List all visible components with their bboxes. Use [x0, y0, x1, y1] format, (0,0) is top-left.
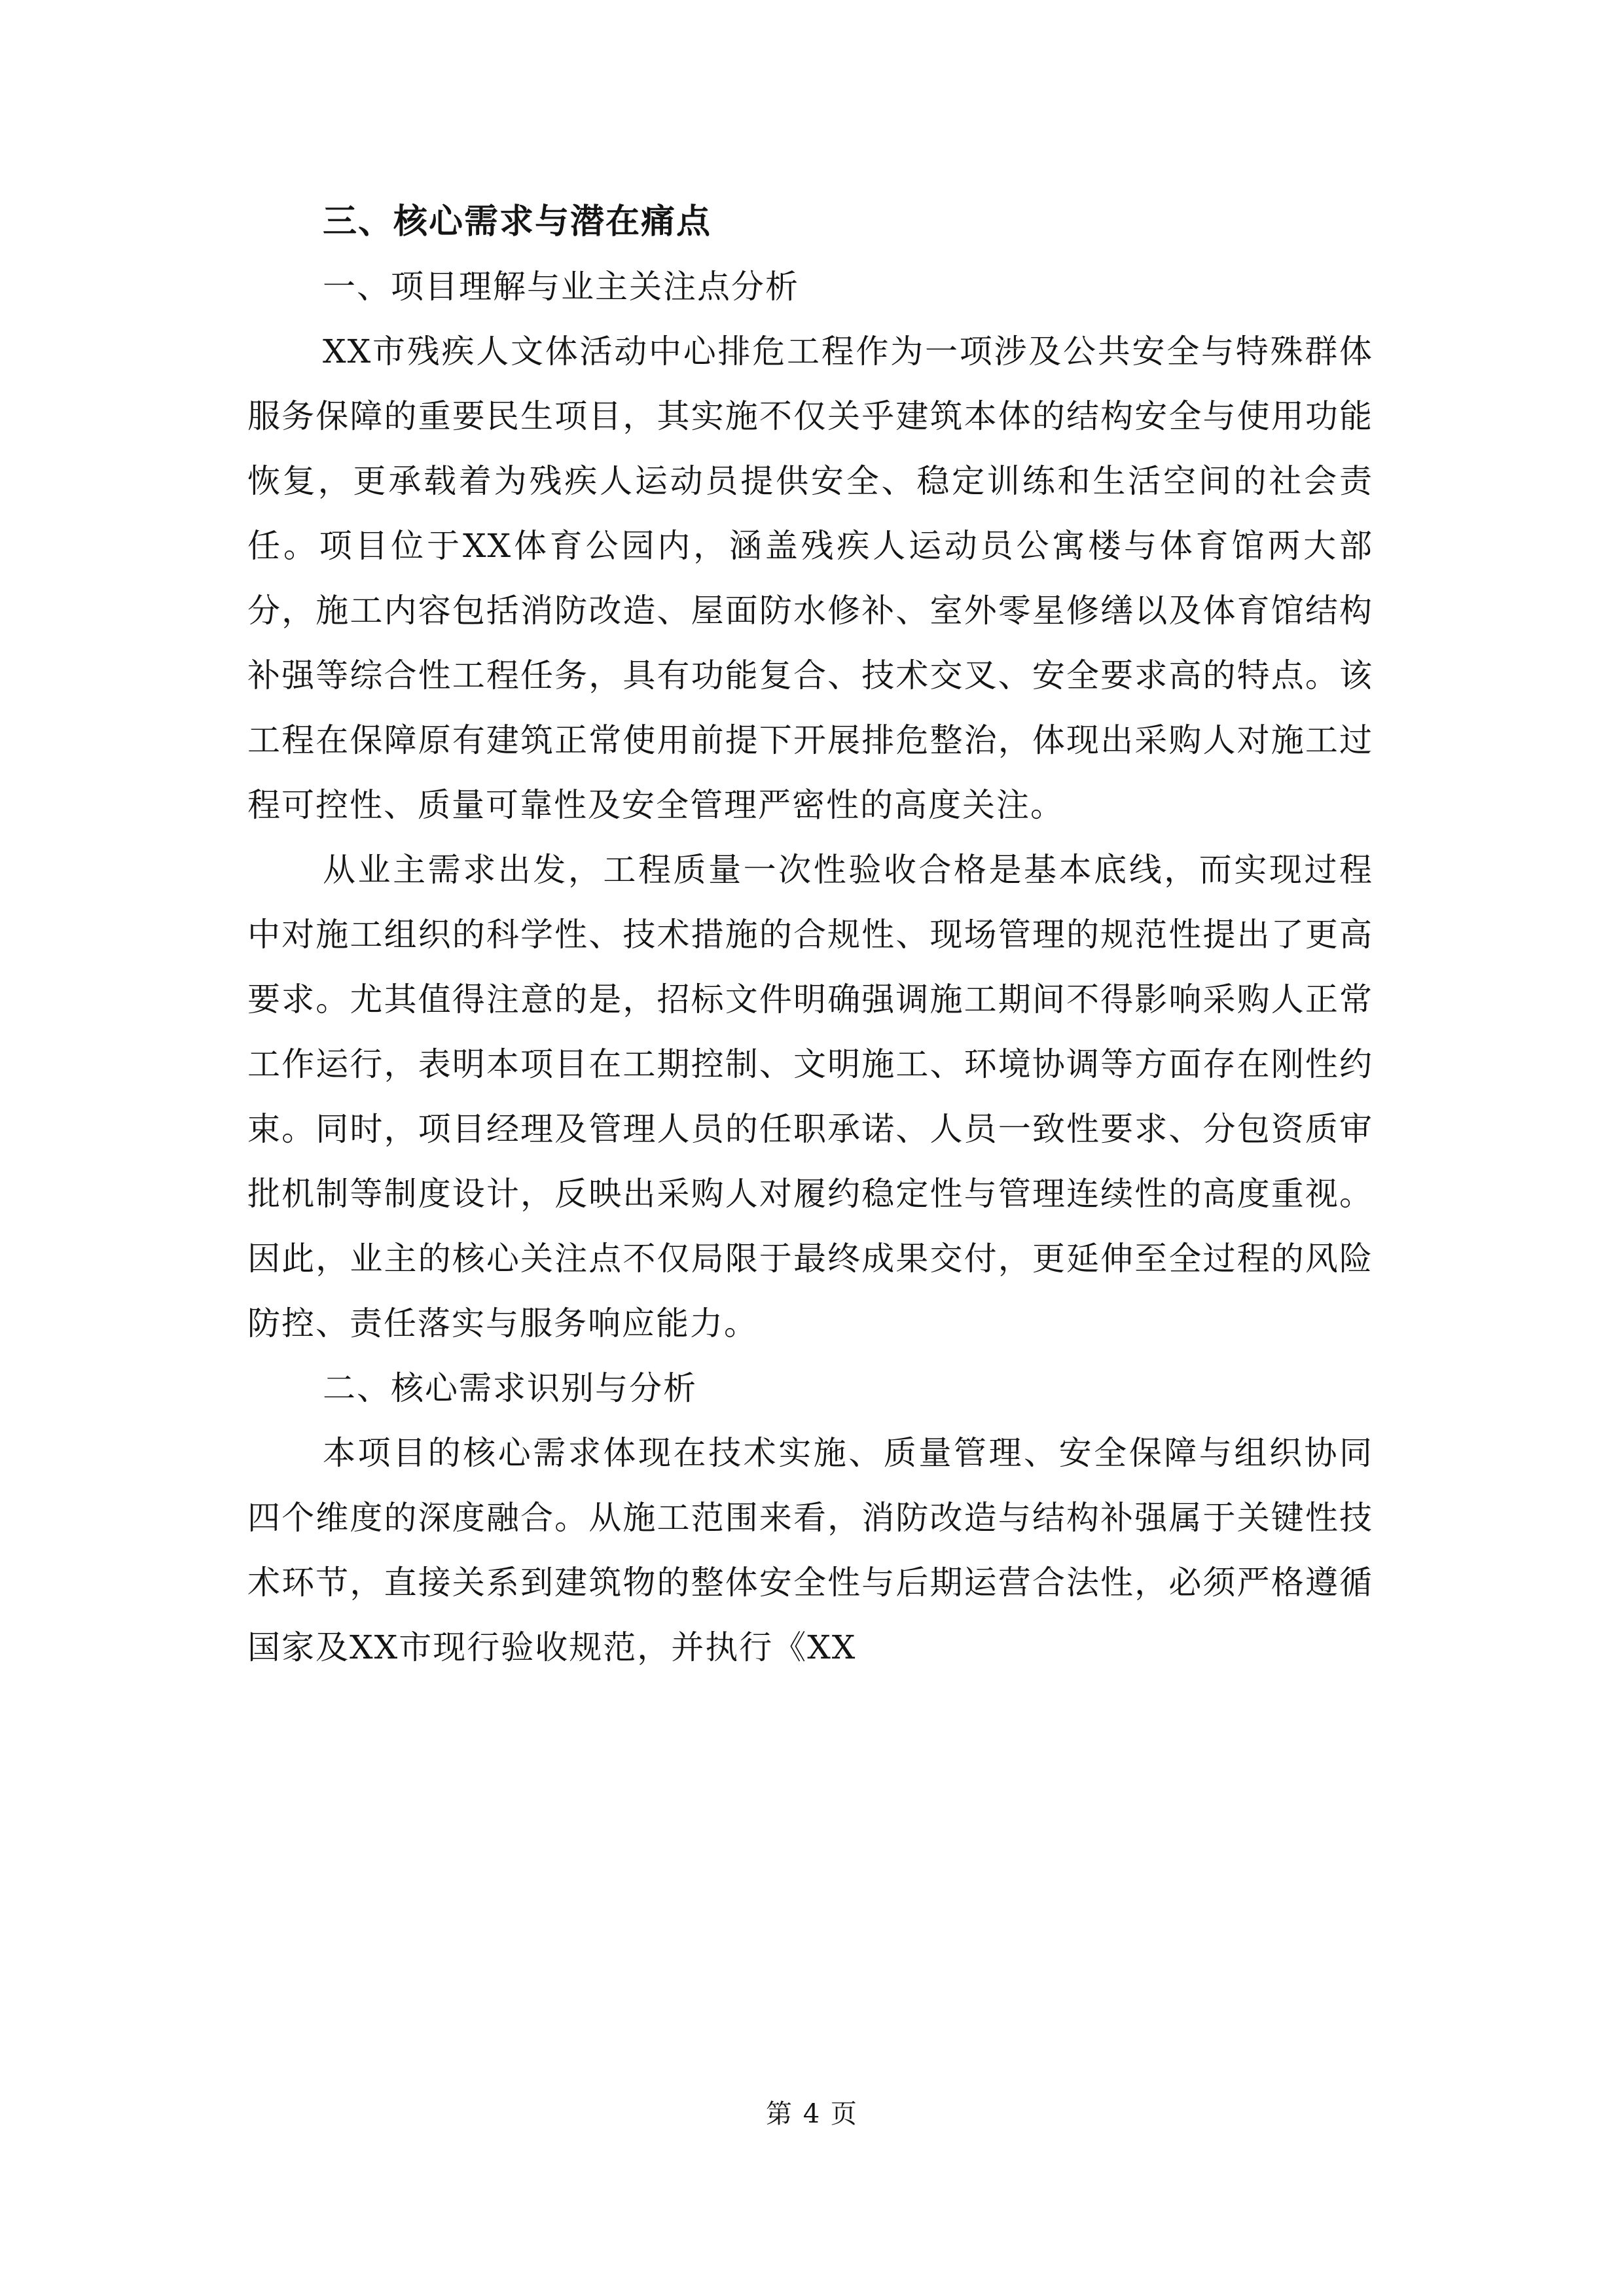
page-number: 第 4 页: [766, 2099, 858, 2129]
paragraph-owner-requirements: 从业主需求出发，工程质量一次性验收合格是基本底线，而实现过程中对施工组织的科学性、技术措施的合规性、现场管理的规范性提出了更高要求。尤其值得注意的是，招标文件明确强调施工期间不得影响采购人正常工作运行，表明本项目在工期控制、文明施工、环境协调等方面存在刚性约束。同时，项目经理及管理人员的任职承诺、人员一致性要求、分包资质审批机制等制度设计，反映出采购人对履约稳定性与管理连续性的高度重视。因此，业主的核心关注点不仅局限于最终成果交付，更延伸至全过程的风险防控、责任落实与服务响应能力。: [247, 851, 1373, 1342]
paragraph-core-needs: 本项目的核心需求体现在技术实施、质量管理、安全保障与组织协同四个维度的深度融合。从施工范围来看，消防改造与结构补强属于关键性技术环节，直接关系到建筑物的整体安全性与后期运营合法性，必须严格遵循国家及XX市现行验收规范，并执行《XX: [247, 1434, 1373, 1666]
subsection-title-project-understanding: 一、项目理解与业主关注点分析: [323, 268, 799, 306]
subsection-title-core-needs: 二、核心需求识别与分析: [323, 1369, 697, 1407]
document-body: [247, 190, 1373, 1680]
section-title: 三、核心需求与潜在痛点: [323, 202, 712, 242]
paragraph-project-overview: XX市残疾人文体活动中心排危工程作为一项涉及公共安全与特殊群体服务保障的重要民生项目，其实施不仅关乎建筑本体的结构安全与使用功能恢复，更承载着为残疾人运动员提供安全、稳定训练和生活空间的社会责任。项目位于XX体育公园内，涵盖残疾人运动员公寓楼与体育馆两大部分，施工内容包括消防改造、屋面防水修补、室外零星修缮以及体育馆结构补强等综合性工程任务，具有功能复合、技术交叉、安全要求高的特点。该工程在保障原有建筑正常使用前提下开展排危整治，体现出采购人对施工过程可控性、质量可靠性及安全管理严密性的高度关注。: [247, 332, 1373, 824]
